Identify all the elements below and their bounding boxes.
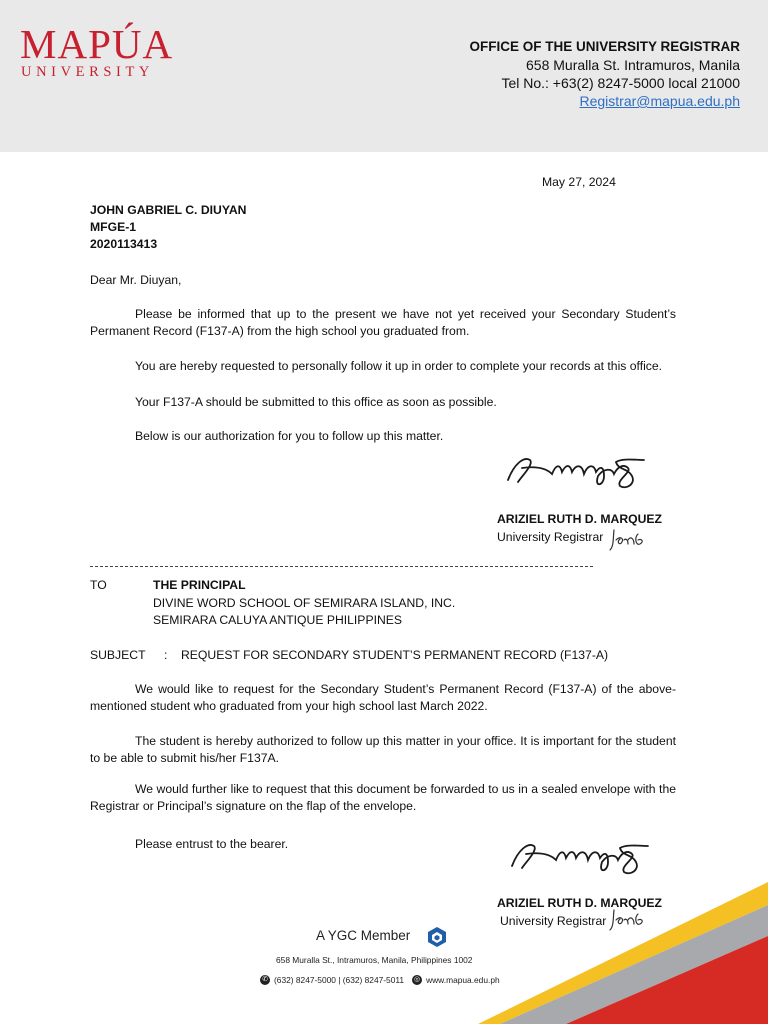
- signatory-title-2: University Registrar: [500, 914, 607, 928]
- ygc-logo-icon: [427, 926, 447, 953]
- footer-contact: [260, 975, 500, 985]
- to-line-1: THE PRINCIPAL: [153, 578, 246, 592]
- globe-icon: ◎: [414, 976, 421, 983]
- letter-paragraph-3: Below is our authorization for you to follow up this matter.: [135, 429, 444, 443]
- auth-paragraph-3: We would further like to request that this document be forwarded to us in a sealed envelope with the Registrar or Principal’s signature on the flap of the envelope.: [90, 782, 676, 813]
- logo-name: MAPÚA: [20, 21, 174, 67]
- letter-paragraph-2: You are hereby requested to personally follow it up in order to complete your records at this office.: [135, 359, 663, 373]
- recipient-program: MFGE-1: [90, 220, 137, 234]
- office-title: OFFICE OF THE UNIVERSITY REGISTRAR: [469, 39, 740, 54]
- registrar-signature-2: [504, 832, 656, 878]
- logo-sub: UNIVERSITY: [21, 64, 154, 80]
- signatory-name-1: ARIZIEL RUTH D. MARQUEZ: [497, 512, 662, 526]
- letter-paragraph-2b: Your F137-A should be submitted to this office as soon as possible.: [135, 395, 497, 409]
- salutation: Dear Mr. Diuyan,: [90, 273, 182, 287]
- office-address: 658 Muralla St. Intramuros, Manila: [526, 57, 740, 73]
- subject-text: REQUEST FOR SECONDARY STUDENT’S PERMANENT RECORD (F137-A): [181, 648, 609, 662]
- footer-website[interactable]: www.mapua.edu.ph: [426, 975, 500, 985]
- letter-paragraph-1: Please be informed that up to the present we have not yet received your Secondary Student’s Permanent Record (F137-A) from the high school you graduated from.: [90, 307, 676, 338]
- auth-paragraph-4: Please entrust to the bearer.: [135, 837, 289, 851]
- recipient-id: 2020113413: [90, 237, 158, 251]
- office-tel: Tel No.: +63(2) 8247-5000 local 21000: [501, 75, 740, 91]
- footer-address: 658 Muralla St., Intramuros, Manila, Philippines 1002: [276, 955, 473, 965]
- auth-paragraph-2: The student is hereby authorized to follow up this matter in your office. It is important for the student to be able to submit his/her F137A.: [90, 734, 676, 765]
- footer-phones: (632) 8247-5000 | (632) 8247-5011: [274, 975, 405, 985]
- subject-label: SUBJECT: [90, 648, 146, 662]
- office-email-link[interactable]: Registrar@mapua.edu.ph: [579, 93, 740, 109]
- auth-paragraph-1: We would like to request for the Secondary Student’s Permanent Record (F137-A) of the above-mentioned student who graduated from your high school last March 2022.: [90, 682, 676, 713]
- letter-date: May 27, 2024: [542, 175, 616, 189]
- signatory-name-2: ARIZIEL RUTH D. MARQUEZ: [497, 896, 662, 910]
- ygc-member-text: A YGC Member: [316, 928, 411, 943]
- to-line-2: DIVINE WORD SCHOOL OF SEMIRARA ISLAND, INC.: [153, 596, 456, 610]
- recipient-name: JOHN GABRIEL C. DIUYAN: [90, 203, 247, 217]
- subject-colon: :: [164, 648, 168, 662]
- signatory-title-1: University Registrar: [497, 530, 604, 544]
- initials-mark-2: [608, 908, 652, 932]
- to-label: TO: [90, 578, 107, 592]
- to-line-3: SEMIRARA CALUYA ANTIQUE PHILIPPINES: [153, 613, 403, 627]
- phone-icon: ✆: [260, 975, 270, 985]
